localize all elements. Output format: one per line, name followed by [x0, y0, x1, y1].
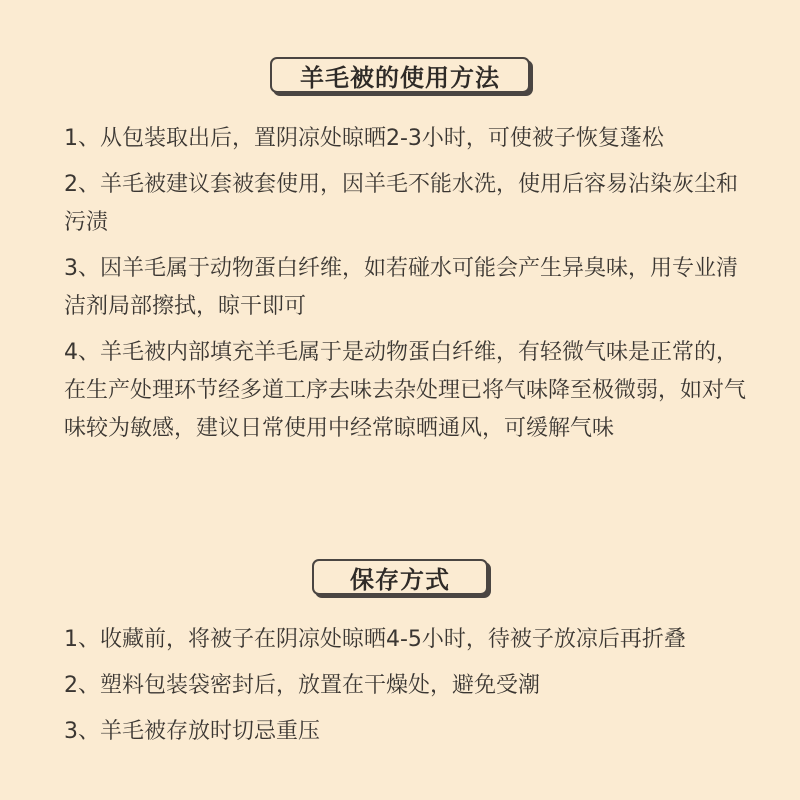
storage-section-header — [0, 559, 800, 595]
usage-section-title: 羊毛被的使用方法 — [270, 57, 530, 93]
usage-section-header — [0, 57, 800, 93]
storage-instructions-list — [64, 621, 754, 759]
storage-section-title: 保存方式 — [312, 559, 488, 595]
usage-item-3: 3、因羊毛属于动物蛋白纤维，如若碰水可能会产生异臭味，用专业清洁剂局部擦拭，晾干即可 — [64, 256, 738, 319]
storage-item-3: 3、羊毛被存放时切忌重压 — [64, 719, 320, 744]
usage-item-1: 1、从包装取出后，置阴凉处晾晒2-3小时，可使被子恢复蓬松 — [64, 126, 664, 151]
usage-item-2: 2、羊毛被建议套被套使用，因羊毛不能水洗，使用后容易沾染灰尘和污渍 — [64, 172, 738, 235]
storage-item-2: 2、塑料包装袋密封后，放置在干燥处，避免受潮 — [64, 673, 540, 698]
usage-item-4: 4、羊毛被内部填充羊毛属于是动物蛋白纤维，有轻微气味是正常的，在生产处理环节经多道工序去味去杂处理已将气味降至极微弱，如对气味较为敏感，建议日常使用中经常晾晒通风，可缓解气味 — [64, 340, 747, 441]
usage-instructions-list — [64, 120, 754, 456]
storage-item-1: 1、收藏前，将被子在阴凉处晾晒4-5小时，待被子放凉后再折叠 — [64, 627, 686, 652]
